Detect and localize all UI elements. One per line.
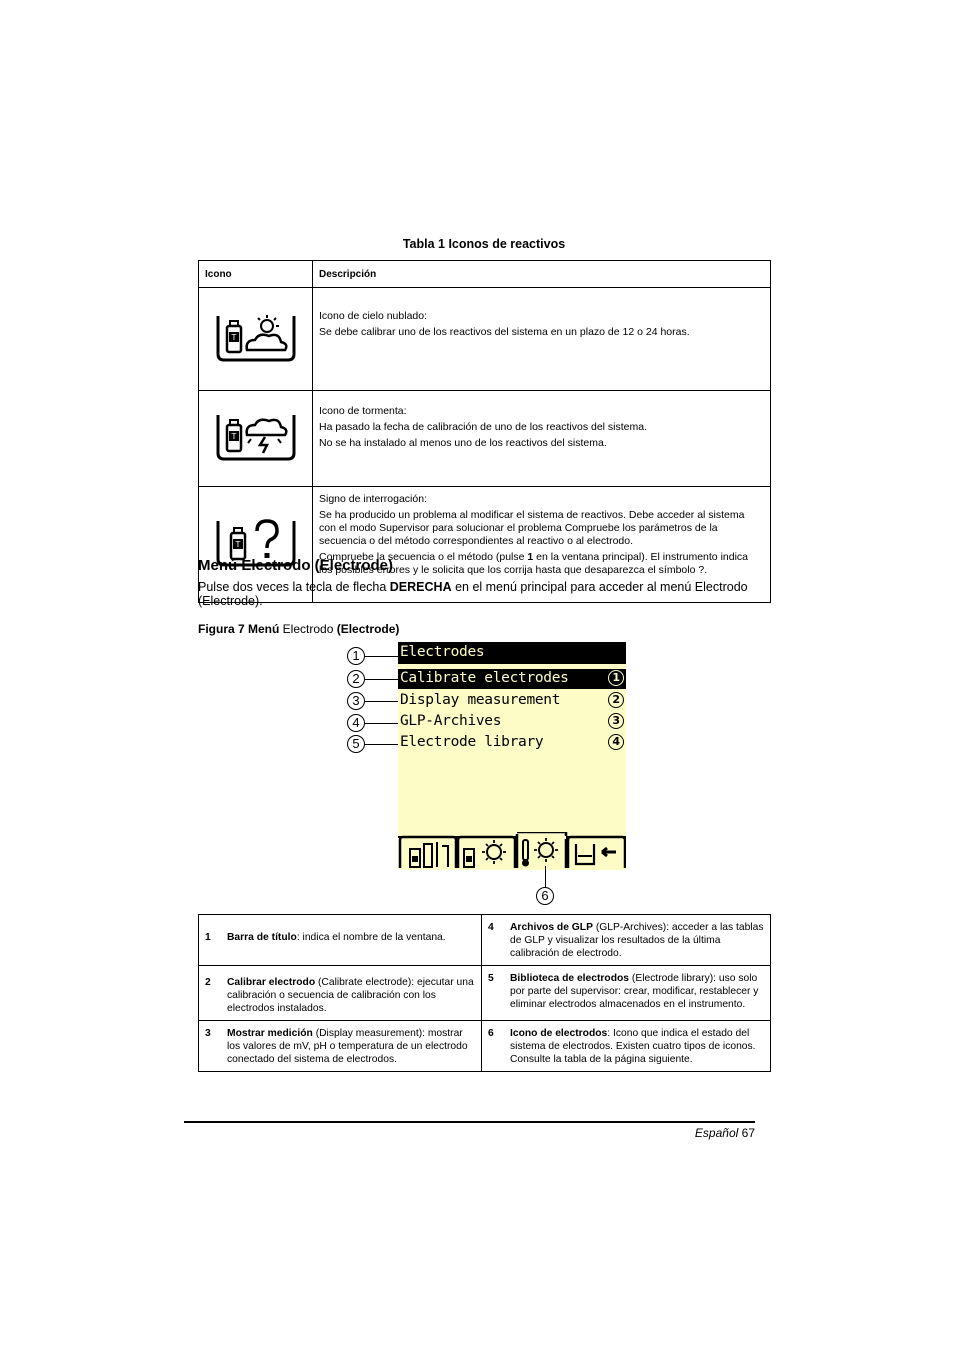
figure-legend-table xyxy=(198,914,771,1072)
menu-label: GLP-Archives xyxy=(400,713,502,729)
menu-label: Calibrate electrodes xyxy=(400,670,569,686)
desc-line: Se ha producido un problema al modificar el sistema de reactivos. Debe acceder al sistema con el modo Supervisor para solucionar el problema Compruebe los parámetros de la secuencia o del método correspondientes al reactivo o al electrodo. xyxy=(319,509,745,547)
menu-label: Electrode library xyxy=(400,734,544,750)
menu-label: Display measurement xyxy=(400,692,561,708)
desc-line: Signo de interrogación: xyxy=(319,493,427,505)
cloudy-reagent-icon xyxy=(215,312,297,364)
tab-beaker-arrow[interactable] xyxy=(568,837,625,868)
menu-number-badge: 2 xyxy=(608,692,624,708)
callout-line xyxy=(365,723,398,724)
callout-line xyxy=(365,701,398,702)
legend-text: : Icono que indica el estado del sistema de electrodos. Existen cuatro tipos de iconos. Consulte la tabla de la página siguiente. xyxy=(510,1028,756,1065)
legend-cell xyxy=(221,966,482,1021)
menu-number-badge: 4 xyxy=(608,734,624,750)
callout-5: 5 xyxy=(347,735,365,753)
legend-text: : indica el nombre de la ventana. xyxy=(296,932,446,943)
svg-text:T: T xyxy=(235,540,240,549)
caption-bold: (Electrode) xyxy=(336,622,400,636)
callout-line xyxy=(365,656,398,657)
desc-line: Ha pasado la fecha de calibración de uno de los reactivos del sistema. xyxy=(319,421,648,433)
menu-number-badge: 3 xyxy=(608,713,624,729)
legend-term: Icono de electrodos xyxy=(510,1028,608,1039)
callout-2: 2 xyxy=(347,670,365,688)
menu-item-glp[interactable] xyxy=(398,712,626,732)
legend-cell xyxy=(504,966,771,1021)
intro-text: en el menú principal para acceder al menú Electrodo (Electrode). xyxy=(198,580,748,608)
screen-tab-bar xyxy=(398,832,626,870)
callout-6: 6 xyxy=(536,887,554,905)
legend-number: 3 xyxy=(199,1021,222,1072)
header-icon: Icono xyxy=(199,261,313,288)
header-description: Descripción xyxy=(313,261,771,288)
legend-cell xyxy=(221,915,482,966)
tab-reagent-bottles[interactable] xyxy=(400,837,456,868)
desc-bold: 1 xyxy=(527,551,534,563)
legend-number: 4 xyxy=(482,915,505,966)
legend-term: Biblioteca de electrodos xyxy=(510,973,630,984)
legend-text: (GLP-Archives): acceder a las tablas de GLP y visualizar los resultados de la última calibración de electrodo. xyxy=(510,922,764,959)
menu-number-badge: 1 xyxy=(608,670,624,686)
table-row xyxy=(199,391,771,487)
storm-reagent-icon xyxy=(215,411,297,463)
table-row xyxy=(199,1021,771,1072)
figure-caption xyxy=(198,622,399,636)
legend-cell xyxy=(504,1021,771,1072)
legend-cell xyxy=(504,915,771,966)
intro-paragraph xyxy=(198,580,773,608)
desc-line: Icono de cielo nublado: xyxy=(319,310,427,322)
caption-text: Electrodo xyxy=(279,622,337,636)
intro-bold: DERECHA xyxy=(389,580,452,594)
callout-4: 4 xyxy=(347,714,365,732)
callout-line xyxy=(545,866,546,887)
tab-reagent-sun[interactable] xyxy=(458,837,515,868)
legend-term: Calibrar electrodo xyxy=(227,977,316,988)
legend-number: 1 xyxy=(199,915,222,966)
menu-item-display[interactable] xyxy=(398,691,626,711)
desc-line: No se ha instalado al menos uno de los reactivos del sistema. xyxy=(319,437,607,449)
desc-text: Compruebe la secuencia o el método (pulse xyxy=(319,551,528,563)
reagent-icons-table xyxy=(198,260,771,603)
desc-line: Se debe calibrar uno de los reactivos del sistema en un plazo de 12 o 24 horas. xyxy=(319,326,690,338)
page-number: 67 xyxy=(741,1126,755,1140)
desc-text: en la ventana principal). El instrumento indica los posibles errores y le solicita que los corrija hasta que desaparezca el símbolo ?. xyxy=(319,551,749,576)
menu-item-library[interactable] xyxy=(398,733,626,753)
svg-text:T: T xyxy=(231,332,236,342)
callout-1: 1 xyxy=(347,647,365,665)
svg-text:T: T xyxy=(231,432,236,441)
screen-title-bar xyxy=(398,642,626,664)
footer-language: Español xyxy=(694,1126,739,1140)
callout-line xyxy=(365,679,398,680)
legend-text: (Calibrate electrode): ejecutar una calibración o secuencia de calibración con los electrodos instalados. xyxy=(227,977,474,1014)
page-footer xyxy=(600,1126,755,1140)
legend-text: (Display measurement): mostrar los valores de mV, pH o temperatura de un electrodo conectado del sistema de electrodos. xyxy=(227,1028,468,1065)
device-screen xyxy=(398,642,626,870)
footer-rule xyxy=(184,1121,755,1123)
legend-text: (Electrode library): uso solo por parte del supervisor: crear, modificar, restablecer y eliminar electrodos almacenados en el instrumento. xyxy=(510,973,759,1010)
intro-text: Pulse dos veces la tecla de flecha xyxy=(198,580,390,594)
desc-line: Icono de tormenta: xyxy=(319,405,407,417)
legend-number: 5 xyxy=(482,966,505,1021)
tab-electrode-sun-active[interactable] xyxy=(517,832,566,868)
menu-item-calibrate[interactable] xyxy=(398,669,626,689)
section-title: Menú Electrodo (Electrode) xyxy=(198,557,394,574)
caption-bold: Figura 7 Menú xyxy=(198,622,280,636)
callout-line xyxy=(365,744,398,745)
table-row xyxy=(199,915,771,966)
table-row xyxy=(199,288,771,391)
table-caption: Tabla 1 Iconos de reactivos xyxy=(402,237,566,251)
legend-term: Archivos de GLP xyxy=(510,922,593,933)
legend-number: 2 xyxy=(199,966,222,1021)
callout-3: 3 xyxy=(347,692,365,710)
legend-term: Mostrar medición xyxy=(227,1028,313,1039)
screen-title: Electrodes xyxy=(400,644,485,660)
legend-number: 6 xyxy=(482,1021,505,1072)
legend-cell xyxy=(221,1021,482,1072)
legend-term: Barra de título xyxy=(227,932,297,943)
table-row xyxy=(199,966,771,1021)
